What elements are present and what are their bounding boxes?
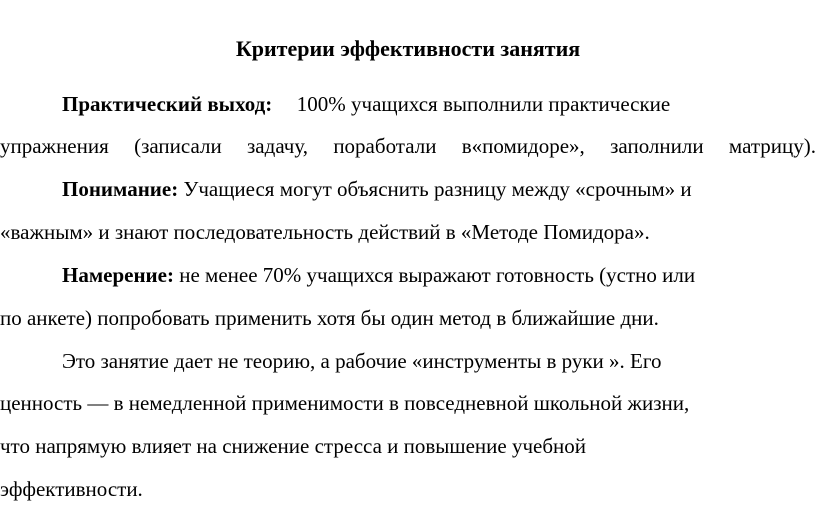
understanding-label: Понимание: xyxy=(62,177,179,201)
understanding-text-2: «важным» и знают последовательность действий в «Методе Помидора». xyxy=(0,220,650,244)
page-title: Критерии эффективности занятия xyxy=(235,36,581,61)
practical-line-1 xyxy=(62,87,816,121)
conclusion-text-2: ценность — в немедленной применимости в повседневной школьной жизни, xyxy=(0,391,690,415)
intention-line-1 xyxy=(62,258,816,292)
practical-label: Практический выход: xyxy=(62,92,273,116)
intention-label: Намерение: xyxy=(62,263,174,287)
conclusion-text-3: что напрямую влияет на снижение стресса и повышение учебной xyxy=(0,434,586,458)
understanding-text-1: Учащиеся могут объяснить разницу между «срочным» и xyxy=(183,177,692,201)
understanding-line-1 xyxy=(62,172,816,206)
conclusion-text-1: Это занятие дает не теорию, а рабочие «инструменты в руки ». Его xyxy=(62,349,662,373)
conclusion-text-4: эффективности. xyxy=(0,477,143,501)
practical-text-1: 100% учащихся выполнили практические xyxy=(296,92,671,116)
practical-text-2: упражнения (записали задачу, поработали в«помидоре», заполнили матрицу). xyxy=(0,134,816,158)
intention-text-1: не менее 70% учащихся выражают готовность (устно или xyxy=(179,263,696,287)
intention-text-2: по анкете) попробовать применить хотя бы один метод в ближайшие дни. xyxy=(0,306,659,330)
